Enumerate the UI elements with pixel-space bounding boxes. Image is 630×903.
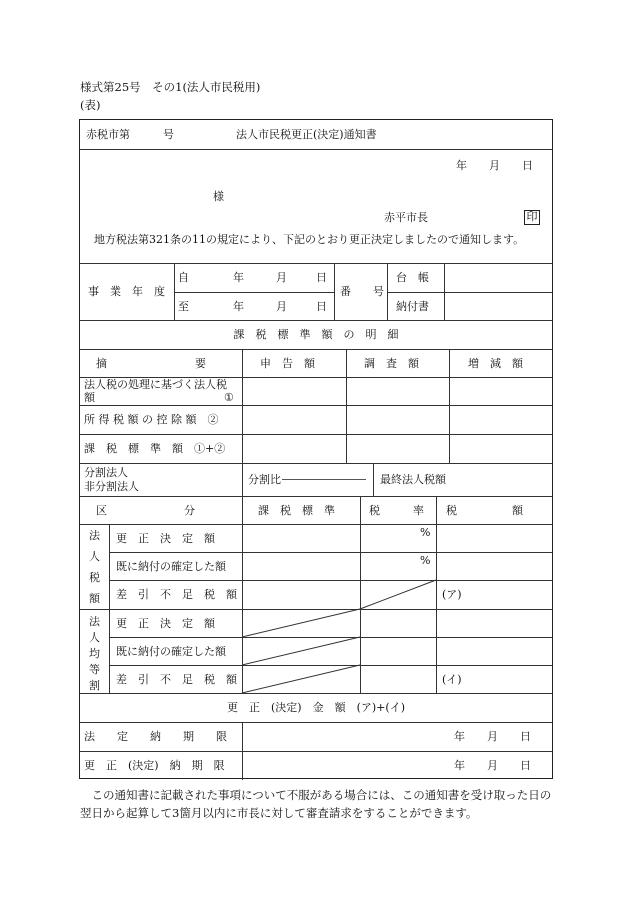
notice-statement: 地方税法第321条の11の規定により、下記のとおり更正決定しましたので通知します。 <box>94 233 525 246</box>
col-tax-amount: 税 額 <box>446 504 523 517</box>
form-number: 様式第25号 その1(法人市民税用) <box>80 80 261 94</box>
col-declared: 申 告 額 <box>260 357 315 370</box>
row-shortfall-amount: 差 引 不 足 税 額 <box>116 588 237 601</box>
tax-base-section-title: 課 税 標 準 額 の 明 細 <box>233 328 399 341</box>
notice-title: 法人市民税更正(決定)通知書 <box>236 128 377 141</box>
issuer-name: 赤平市長 <box>384 211 428 224</box>
payment-slip-label: 納付書 <box>396 300 429 313</box>
row-correction-amount: 更 正 決 定 額 <box>116 532 215 545</box>
doc-number: 赤税市第 号 <box>86 128 174 141</box>
period-from: 自 <box>178 271 189 284</box>
form-side-label: (表) <box>80 98 101 112</box>
seal-box: 印 <box>524 210 540 225</box>
period-to-month: 月 <box>276 300 287 313</box>
period-to-year: 年 <box>233 300 244 313</box>
col-category: 区 分 <box>96 504 195 517</box>
equal-levy-group-label: 法 <box>89 615 100 628</box>
col-investigated: 調 査 額 <box>364 357 419 370</box>
corrected-deadline-date: 年 月 日 <box>454 759 531 772</box>
period-label: 事 業 年 度 <box>88 285 165 298</box>
col-change: 増 減 額 <box>468 357 523 370</box>
ledger-label: 台 帳 <box>396 271 429 284</box>
col-tax-base: 課 税 標 準 <box>258 504 335 517</box>
row-corp-tax-based: 法人税の処理に基づく法人税 <box>84 378 227 391</box>
split-ratio-line <box>282 479 366 480</box>
row-mark-1: ① <box>224 391 234 404</box>
legal-deadline-date: 年 月 日 <box>454 730 531 743</box>
total-correction-amount: 更 正 (決定) 金 額 (ア)+(イ) <box>227 701 405 714</box>
row-corp-tax-based-cont: 額 <box>84 391 95 404</box>
equal-levy-group-label: 人 <box>89 631 100 644</box>
percent-sign: % <box>420 554 431 567</box>
period-from-year: 年 <box>233 271 244 284</box>
equal-levy-group-label: 均 <box>89 647 100 660</box>
notice-form <box>79 119 553 779</box>
appeal-note: この通知書に記載された事項について不服がある場合には、この通知書を受け取った日の翌日から起算して3箇月以内に市長に対して審査請求をすることができます。 <box>80 788 552 820</box>
equal-levy-group-label: 等 <box>89 663 100 676</box>
number-label: 番 号 <box>340 285 384 298</box>
legal-deadline-label: 法 定 納 期 限 <box>84 730 227 743</box>
period-from-month: 月 <box>276 271 287 284</box>
col-summary: 摘 要 <box>96 357 206 370</box>
mark-a: (ア) <box>442 588 462 601</box>
equal-levy-group-label: 割 <box>89 679 100 692</box>
final-corp-tax-label: 最終法人税額 <box>380 473 446 486</box>
row-confirmed-amount: 既に納付の確定した額 <box>116 560 226 573</box>
corp-tax-group-label: 額 <box>89 592 100 605</box>
col-rate: 税 率 <box>369 504 424 517</box>
row-correction-amount: 更 正 決 定 額 <box>116 617 215 630</box>
mark-i: (イ) <box>442 673 462 686</box>
row-shortfall-amount: 差 引 不 足 税 額 <box>116 673 237 686</box>
row-tax-base-total: 課 税 標 準 額 ①+② <box>84 442 226 455</box>
addressee-honorific: 様 <box>213 190 224 203</box>
period-to: 至 <box>178 300 189 313</box>
nonsplit-corp-label: 非分割法人 <box>84 480 139 493</box>
issue-date: 年 月 日 <box>456 159 533 172</box>
corp-tax-group-label: 法 <box>89 529 100 542</box>
period-to-day: 日 <box>316 300 327 313</box>
row-confirmed-amount: 既に納付の確定した額 <box>116 645 226 658</box>
split-corp-label: 分割法人 <box>84 466 128 479</box>
split-ratio-label: 分割比 <box>248 473 281 486</box>
corrected-deadline-label: 更 正 (決定) 納 期 限 <box>84 759 225 772</box>
row-income-tax-deduction: 所 得 税 額 の 控 除 額 ② <box>84 413 219 426</box>
percent-sign: % <box>420 526 431 539</box>
corp-tax-group-label: 税 <box>89 571 100 584</box>
period-from-day: 日 <box>316 271 327 284</box>
corp-tax-group-label: 人 <box>89 550 100 563</box>
